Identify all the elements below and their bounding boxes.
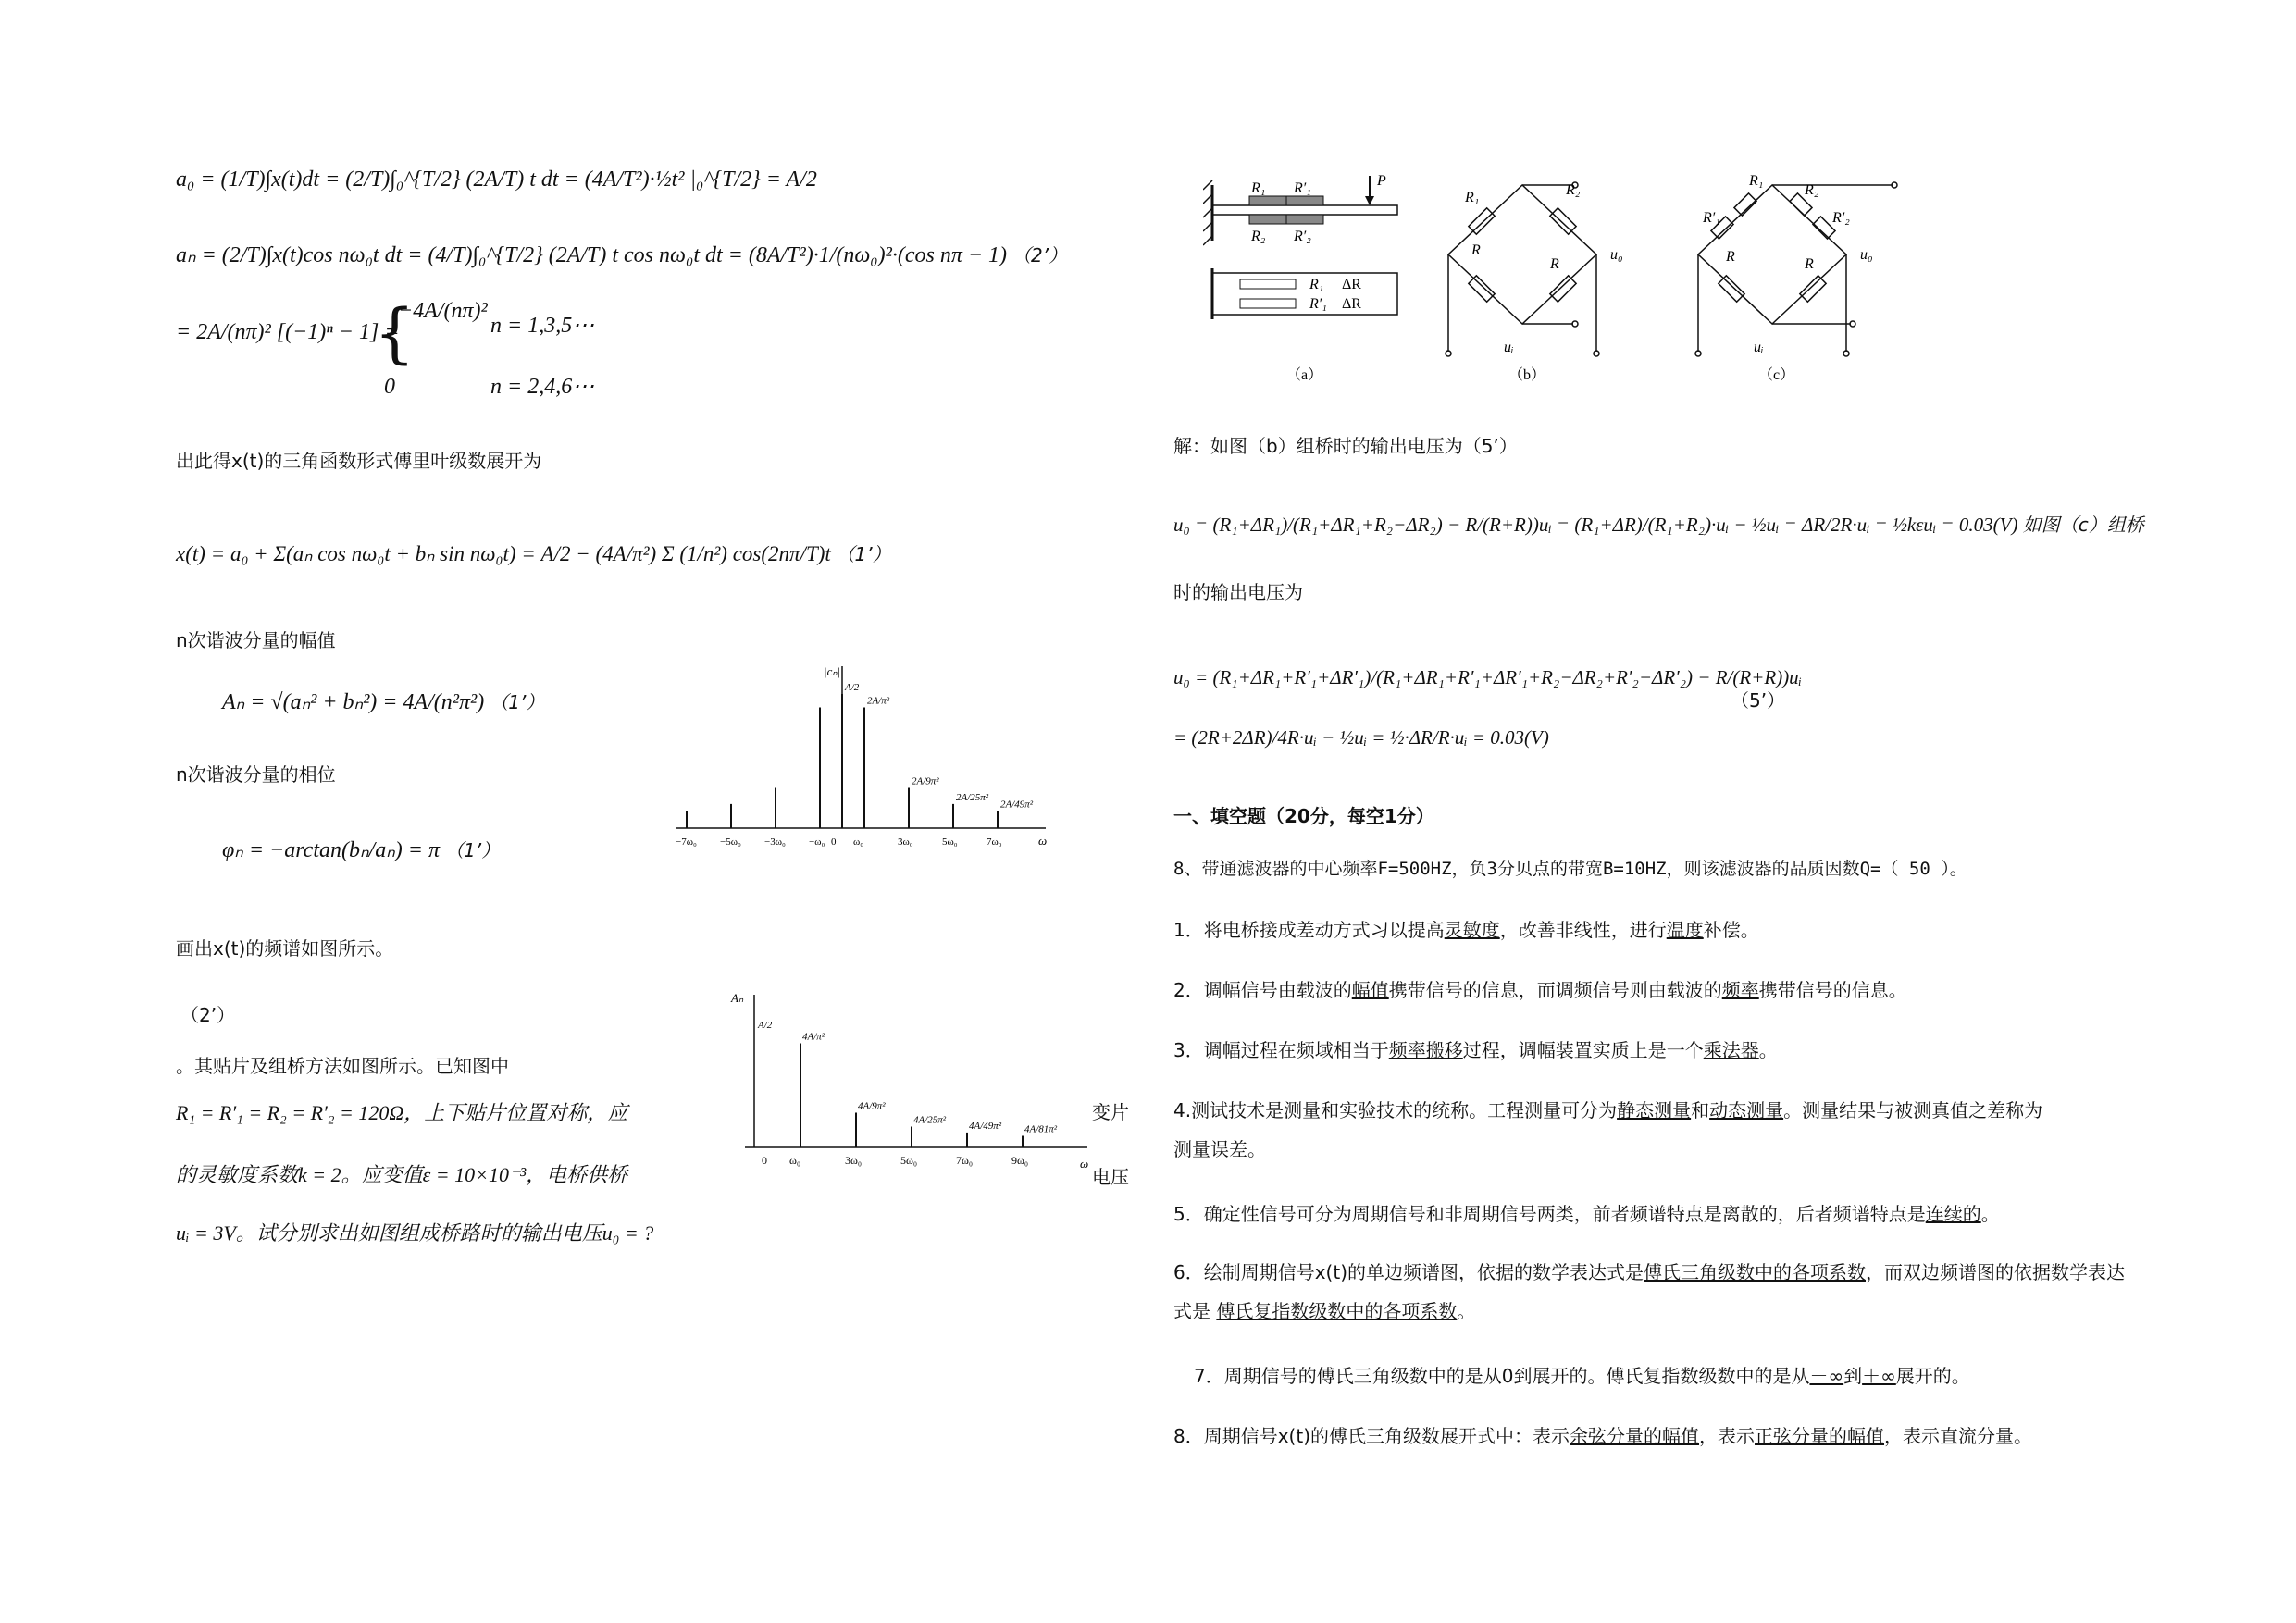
piecewise-brace: { <box>374 295 416 371</box>
label-b: （b） <box>1508 367 1546 383</box>
question-2: 2．调幅信号由载波的幅值携带信号的信息，而调频信号则由载波的频率携带信号的信息。 <box>1173 979 1907 1001</box>
score-2: （2’） <box>180 1004 236 1026</box>
tick-label: 7ω₀ <box>987 836 1002 848</box>
equation-An: Aₙ = √(aₙ² + bₙ²) = 4A/(n²π²) （1’） <box>222 690 545 714</box>
svg-text:u₀: u₀ <box>1610 247 1623 263</box>
one-sided-spectrum-chart <box>717 981 1097 1175</box>
svg-text:R′₁: R′₁ <box>1309 296 1327 312</box>
svg-text:uᵢ: uᵢ <box>1504 340 1514 355</box>
answer-8a: 余弦分量的幅值 <box>1570 1425 1700 1447</box>
label-P: P <box>1377 173 1386 189</box>
answer-2b: 频率 <box>1721 979 1759 1001</box>
solution-intro: 解：如图（b）组桥时的输出电压为（5’） <box>1173 435 1518 457</box>
tick-label: 0 <box>831 836 837 848</box>
bar-label: 2A/π² <box>867 695 890 707</box>
piecewise-case-1-value: −4A/(nπ)² <box>398 299 488 323</box>
question-6-line-2: 式是 傅氏复指数级数中的各项系数。 <box>1173 1300 1476 1322</box>
bar-label: 2A/25π² <box>956 791 989 803</box>
answer-2a: 幅值 <box>1351 979 1389 1001</box>
tick-label: 5ω₀ <box>900 1154 918 1167</box>
equation-phase: φₙ = −arctan(bₙ/aₙ) = π （1’） <box>222 838 501 862</box>
label-R1p-a: R′₁ <box>1294 180 1311 196</box>
answer-7a: －∞ <box>1809 1365 1844 1387</box>
fourier-intro-text: 出此得x(t)的三角函数形式傅里叶级数展开为 <box>176 450 542 472</box>
y-axis-label: |cₙ| <box>824 664 841 678</box>
problem-line-2: R₁ = R′₁ = R₂ = R′₂ = 120Ω，上下贴片位置对称，应 <box>176 1101 628 1124</box>
tick-label: 3ω₀ <box>898 836 913 848</box>
amplitude-title: n次谐波分量的幅值 <box>176 629 336 651</box>
svg-text:R: R <box>1726 249 1735 265</box>
phase-title: n次谐波分量的相位 <box>176 763 336 786</box>
bar-label: 4A/81π² <box>1024 1123 1058 1135</box>
x-axis-label: ω <box>1080 1157 1089 1171</box>
two-sided-spectrum-chart <box>666 657 1055 856</box>
tick-label: ω₀ <box>853 836 864 848</box>
question-4-line-2: 测量误差。 <box>1173 1138 1266 1160</box>
equation-bridge-c-score: （5’） <box>1731 689 1786 712</box>
question-7: 7．周期信号的傅氏三角级数中的是从0到展开的。傅氏复指数级数中的是从－∞到＋∞展开的。 <box>1194 1365 1970 1387</box>
equation-bridge-b: u₀ = (R₁+ΔR₁)/(R₁+ΔR₁+R₂−ΔR₂) − R/(R+R))uᵢ = (R₁+ΔR)/(R₁+R₂)·uᵢ − ½uᵢ = ΔR/2R·uᵢ = ½kεuᵢ = 0.03(V) 如图（c）组桥 <box>1173 514 2144 536</box>
svg-text:uᵢ: uᵢ <box>1754 340 1764 355</box>
question-6: 6．绘制周期信号x(t)的单边频谱图，依据的数学表达式是傅氏三角级数中的各项系数，而双边频谱图的依据数学表达 <box>1173 1261 2126 1283</box>
label-a: （a） <box>1286 367 1323 383</box>
piecewise-case-1-condition: n = 1,3,5⋯ <box>490 314 595 338</box>
label-R2p-a: R′₂ <box>1294 229 1311 244</box>
y-axis-label: Aₙ <box>731 991 744 1005</box>
bridge-c-diagram <box>1695 182 1897 356</box>
bar-label: A/2 <box>758 1020 773 1031</box>
problem-line-4: uᵢ = 3V。试分别求出如图组成桥路时的输出电压u₀ = ? <box>176 1221 654 1245</box>
svg-text:u₀: u₀ <box>1860 247 1873 263</box>
question-1: 1．将电桥接成差动方式习以提高灵敏度，改善非线性，进行温度补偿。 <box>1173 919 1759 941</box>
tick-label: 3ω₀ <box>845 1154 863 1167</box>
equation-bridge-c-2: = (2R+2ΔR)/4R·uᵢ − ½uᵢ = ½·ΔR/R·uᵢ = 0.03(V) <box>1173 726 1549 749</box>
draw-spectrum-text: 画出x(t)的频谱如图所示。 <box>176 937 394 960</box>
tick-label: 5ω₀ <box>942 836 958 848</box>
equation-an: aₙ = (2/T)∫x(t)cos nω₀t dt = (4/T)∫₀^{T/2} (2A/T) t cos nω₀t dt = (8A/T²)·1/(nω₀)²·(cos nπ − 1) （2’） <box>176 243 1068 267</box>
bar-label: 4A/π² <box>802 1031 825 1043</box>
answer-1b: 温度 <box>1666 919 1704 941</box>
svg-text:R: R <box>1805 256 1814 272</box>
answer-5: 连续的 <box>1925 1203 1981 1225</box>
svg-text:ΔR: ΔR <box>1342 296 1361 312</box>
answer-6a: 傅氏三角级数中的各项系数 <box>1644 1261 1867 1283</box>
answer-4b: 动态测量 <box>1709 1099 1784 1121</box>
bridge-b-diagram <box>1446 182 1599 356</box>
svg-text:R: R <box>1550 256 1559 272</box>
svg-text:R₂: R₂ <box>1805 182 1819 198</box>
svg-text:R′₂: R′₂ <box>1832 210 1850 226</box>
bridge-circuit-figure <box>1203 157 1925 389</box>
question-5: 5．确定性信号可分为周期信号和非周期信号两类，前者频谱特点是离散的，后者频谱特点是连续的。 <box>1173 1203 2000 1225</box>
svg-text:R′₁: R′₁ <box>1703 210 1720 226</box>
question-8: 8．周期信号x(t)的傅氏三角级数展开式中：表示余弦分量的幅值，表示正弦分量的幅值，表示直流分量。 <box>1173 1425 2033 1447</box>
bar-label: 4A/49π² <box>969 1120 1002 1132</box>
side-text-1: 变片 <box>1092 1101 1129 1123</box>
answer-8b: 正弦分量的幅值 <box>1755 1425 1885 1447</box>
equation-xt: x(t) = a₀ + Σ(aₙ cos nω₀t + bₙ sin nω₀t) = A/2 − (4A/π²) Σ (1/n²) cos(2nπ/T)t （1’） <box>176 542 891 565</box>
label-R2-a: R₂ <box>1251 229 1266 244</box>
piecewise-case-2-value: 0 <box>384 375 395 399</box>
tick-label: 7ω₀ <box>956 1154 974 1167</box>
tick-label: −3ω₀ <box>764 836 786 848</box>
answer-4a: 静态测量 <box>1617 1099 1692 1121</box>
question-4: 4.测试技术是测量和实验技术的统称。工程测量可分为静态测量和动态测量。测量结果与被测真值之差称为 <box>1173 1099 2043 1121</box>
svg-text:R₁: R₁ <box>1749 173 1764 189</box>
tick-label: 9ω₀ <box>1011 1154 1029 1167</box>
tick-label: −5ω₀ <box>720 836 741 848</box>
tick-label: ω₀ <box>789 1154 801 1167</box>
answer-3a: 频率搬移 <box>1388 1039 1463 1061</box>
bar-label: 2A/9π² <box>912 775 939 787</box>
problem-line-3: 的灵敏度系数k = 2。应变值ε = 10×10⁻³，电桥供桥 <box>176 1163 628 1186</box>
side-text-2: 电压 <box>1092 1166 1129 1188</box>
label-R1-a: R₁ <box>1251 180 1266 196</box>
problem-line-1: 。其贴片及组桥方法如图所示。已知图中 <box>176 1055 509 1077</box>
bar-label: 2A/49π² <box>1000 799 1034 811</box>
bar-label: A/2 <box>845 682 860 693</box>
svg-text:ΔR: ΔR <box>1342 277 1361 292</box>
answer-3b: 乘法器 <box>1703 1039 1759 1061</box>
tick-label: −ω₀ <box>809 836 825 848</box>
tick-label: 0 <box>762 1154 767 1167</box>
answer-1a: 灵敏度 <box>1444 919 1500 941</box>
svg-text:R₂: R₂ <box>1566 182 1581 198</box>
label-c: （c） <box>1758 367 1795 383</box>
equation-a0: a₀ = (1/T)∫x(t)dt = (2/T)∫₀^{T/2} (2A/T) t dt = (4A/T²)·½t² |₀^{T/2} = A/2 <box>176 167 817 192</box>
piecewise-case-2-condition: n = 2,4,6⋯ <box>490 375 595 399</box>
answer-7b: ＋∞ <box>1862 1365 1896 1387</box>
question-3: 3．调幅过程在频域相当于频率搬移过程，调幅装置实质上是一个乘法器。 <box>1173 1039 1778 1061</box>
question-8a: 8、带通滤波器的中心频率F=500HZ，负3分贝点的带宽B=10HZ，则该滤波器的品质因数Q=（ 50 ）。 <box>1173 859 1967 879</box>
equation-an-piecewise: = 2A/(nπ)² [(−1)ⁿ − 1] = <box>176 320 400 344</box>
section-title: 一、填空题（20分，每空1分） <box>1173 805 1434 827</box>
svg-text:R₁: R₁ <box>1465 190 1480 205</box>
tick-label: −7ω₀ <box>676 836 697 848</box>
svg-text:R: R <box>1471 242 1481 258</box>
cantilever-diagram <box>1203 173 1397 383</box>
answer-6b: 傅氏复指数级数中的各项系数 <box>1216 1300 1458 1322</box>
svg-text:R₁: R₁ <box>1309 277 1324 292</box>
equation-bridge-c-1: u₀ = (R₁+ΔR₁+R′₁+ΔR′₁)/(R₁+ΔR₁+R′₁+ΔR′₁+R₂−ΔR₂+R′₂−ΔR′₂) − R/(R+R))uᵢ <box>1173 666 1803 688</box>
bar-label: 4A/25π² <box>913 1114 947 1126</box>
bar-label: 4A/9π² <box>858 1100 886 1112</box>
x-axis-label: ω <box>1038 834 1048 848</box>
text-bridge-c: 时的输出电压为 <box>1173 581 1303 603</box>
